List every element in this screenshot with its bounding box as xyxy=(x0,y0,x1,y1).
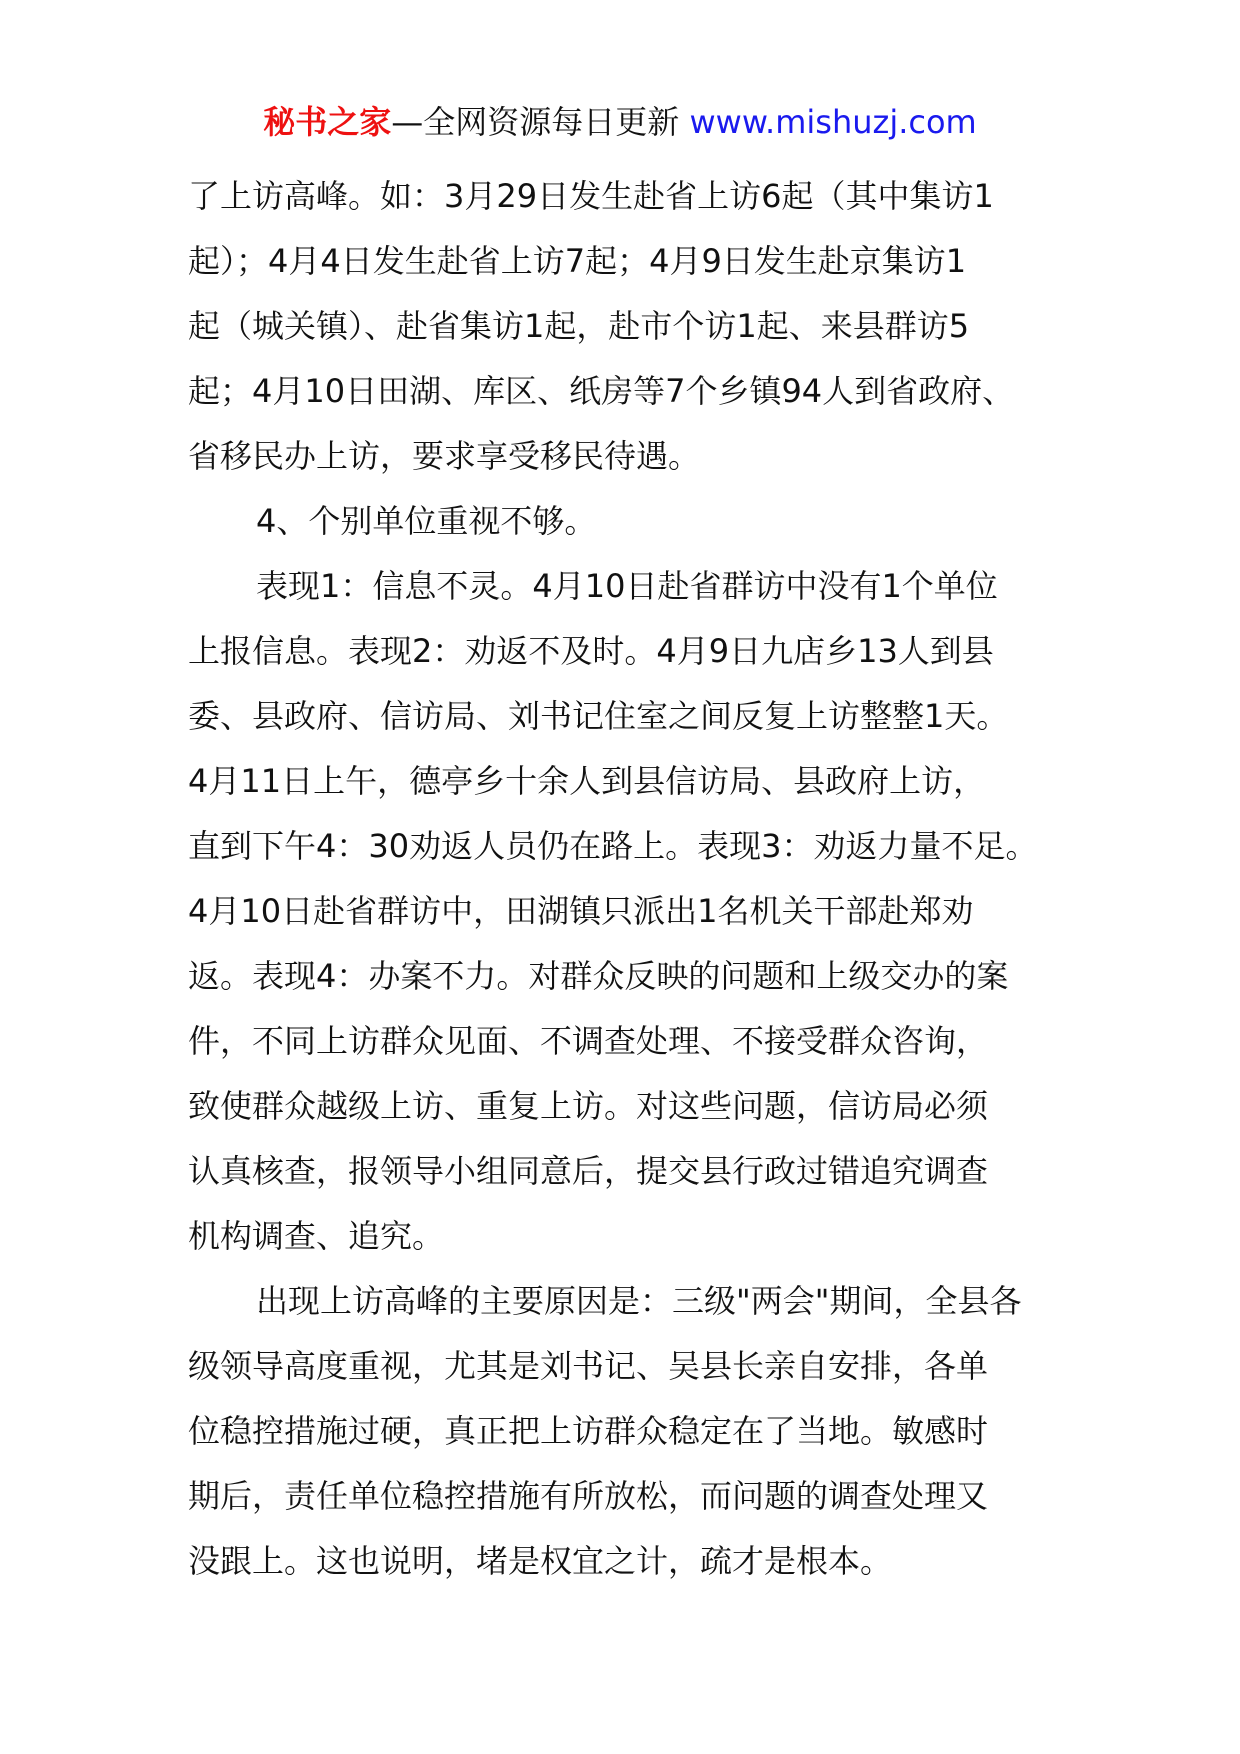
text-line: 致使群众越级上访、重复上访。对这些问题，信访局必须 xyxy=(188,1087,989,1125)
text-line: 返。表现4：办案不力。对群众反映的问题和上级交办的案 xyxy=(188,957,1009,995)
text-line: 没跟上。这也说明，堵是权宜之计，疏才是根本。 xyxy=(188,1542,893,1580)
text-line: 直到下午4：30劝返人员仍在路上。表现3：劝返力量不足。 xyxy=(188,827,1038,865)
text-line: 期后，责任单位稳控措施有所放松，而问题的调查处理又 xyxy=(188,1477,989,1515)
section-heading: 4、个别单位重视不够。 xyxy=(256,502,597,540)
text-line: 上报信息。表现2：劝返不及时。4月9日九店乡13人到县 xyxy=(188,632,994,670)
header-slogan: —全网资源每日更新 xyxy=(391,103,690,141)
brand-name: 秘书之家 xyxy=(263,103,392,141)
text-line: 级领导高度重视，尤其是刘书记、吴县长亲自安排，各单 xyxy=(188,1347,989,1385)
page-header xyxy=(0,100,1240,144)
text-line: 委、县政府、信访局、刘书记住室之间反复上访整整1天。 xyxy=(188,697,1009,735)
text-line: 4月10日赴省群访中，田湖镇只派出1名机关干部赴郑劝 xyxy=(188,892,974,930)
text-line: 机构调查、追究。 xyxy=(188,1217,445,1255)
text-line: 认真核查，报领导小组同意后，提交县行政过错追究调查 xyxy=(188,1152,989,1190)
document-body xyxy=(188,164,1078,1594)
text-line: 省移民办上访，要求享受移民待遇。 xyxy=(188,437,701,475)
text-line: 出现上访高峰的主要原因是：三级"两会"期间，全县各 xyxy=(256,1282,1022,1320)
text-line: 表现1：信息不灵。4月10日赴省群访中没有1个单位 xyxy=(256,567,998,605)
text-line: 了上访高峰。如：3月29日发生赴省上访6起（其中集访1 xyxy=(188,177,994,215)
text-line: 4月11日上午，德亭乡十余人到县信访局、县政府上访， xyxy=(188,762,986,800)
text-line: 起；4月10日田湖、库区、纸房等7个乡镇94人到省政府、 xyxy=(188,372,1015,410)
text-line: 件，不同上访群众见面、不调查处理、不接受群众咨询， xyxy=(188,1022,989,1060)
website-link[interactable]: www.mishuzj.com xyxy=(689,103,977,141)
text-line: 起（城关镇）、赴省集访1起，赴市个访1起、来县群访5 xyxy=(188,307,970,345)
text-line: 位稳控措施过硬，真正把上访群众稳定在了当地。敏感时 xyxy=(188,1412,989,1450)
text-line: 起）；4月4日发生赴省上访7起；4月9日发生赴京集访1 xyxy=(188,242,967,280)
